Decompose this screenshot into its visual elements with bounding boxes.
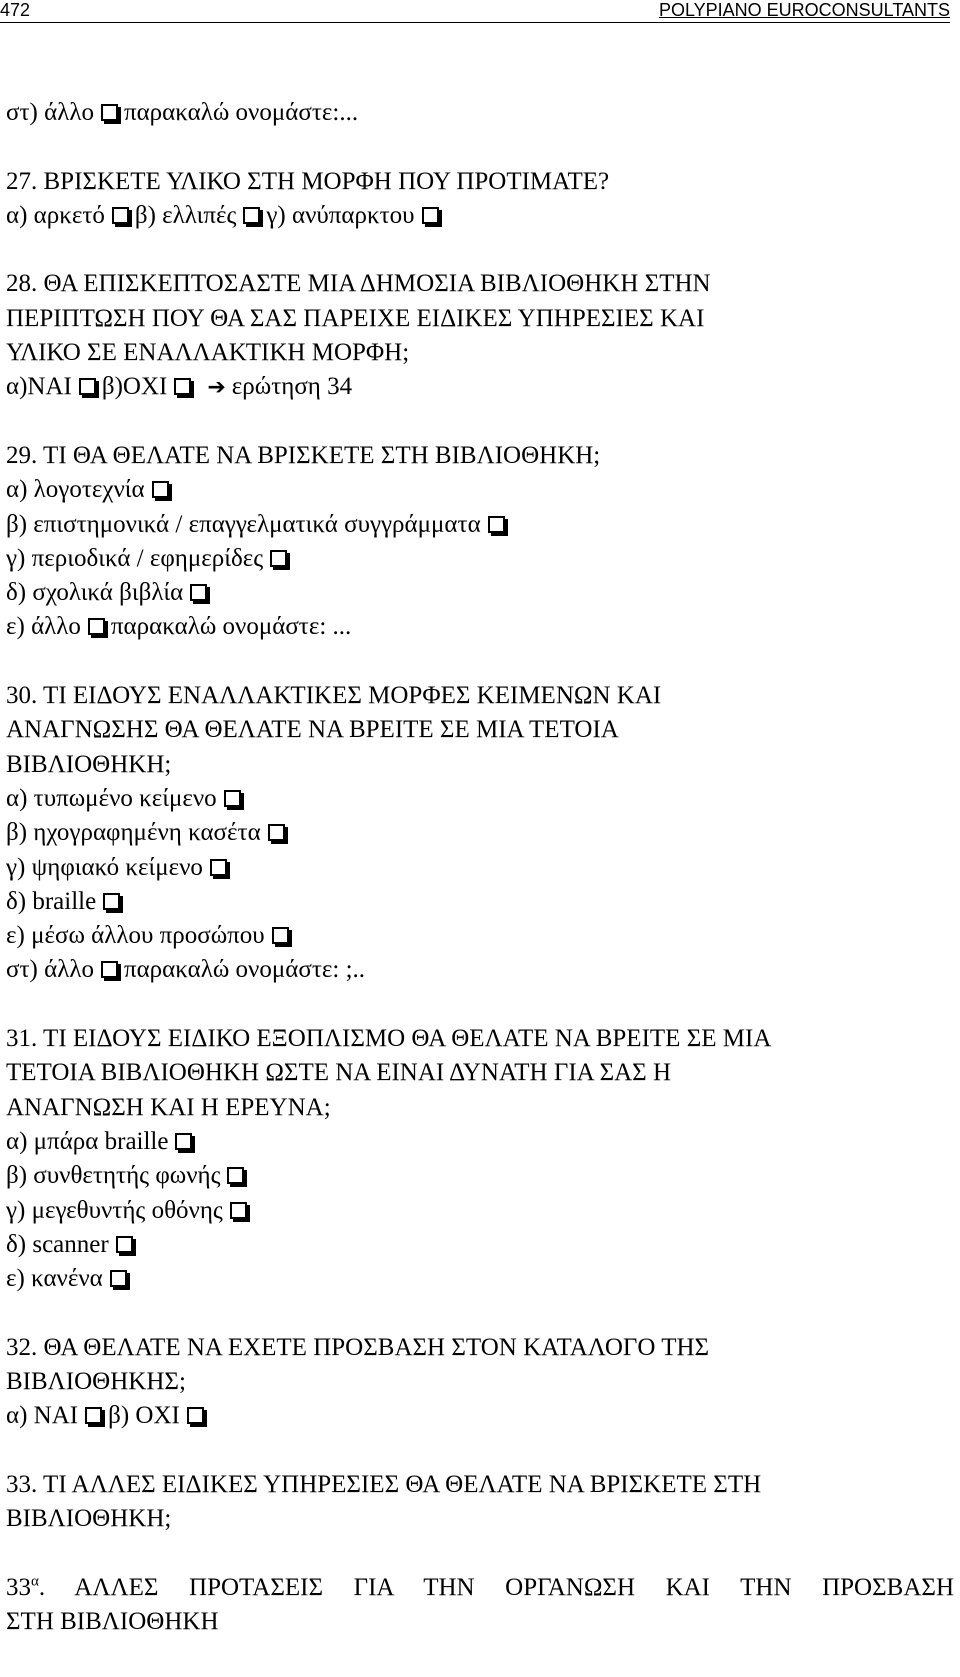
arrow-right-icon: ➔ <box>207 375 226 401</box>
q31-option <box>6 1262 954 1296</box>
q28-options <box>6 370 954 404</box>
q31-option-label: ε) κανένα <box>6 1265 103 1293</box>
checkbox-icon[interactable] <box>224 790 241 807</box>
q30-option <box>6 782 954 816</box>
q30-option <box>6 885 954 919</box>
page-number: 472 <box>0 0 31 20</box>
checkbox-icon[interactable] <box>230 1202 247 1219</box>
checkbox-icon[interactable] <box>88 618 105 635</box>
checkbox-icon[interactable] <box>227 1167 244 1184</box>
q32-question-line: ΒΙΒΛΙΟΘΗΚΗΣ; <box>6 1367 186 1395</box>
q28-question-line: ΠΕΡΙΠΤΩΣΗ ΠΟΥ ΘΑ ΣΑΣ ΠΑΡΕΙΧΕ ΕΙΔΙΚΕΣ ΥΠΗΡΕΣΙΕΣ ΚΑΙ <box>6 304 705 332</box>
q30-option-label: β) ηχογραφημένη κασέτα <box>6 819 261 847</box>
q31-option <box>6 1228 954 1262</box>
q32-options <box>6 1399 954 1433</box>
q29-option-label: γ) περιοδικά / εφημερίδες <box>6 544 264 572</box>
q26-other-option <box>6 96 954 130</box>
q28-skip-target: ερώτηση 34 <box>231 373 353 401</box>
q32-option-yes: α) ΝΑΙ <box>6 1402 79 1430</box>
q33a-number: 33 <box>6 1573 31 1601</box>
q33a-superscript: α <box>31 1573 39 1590</box>
checkbox-icon[interactable] <box>112 207 129 224</box>
q31-option-label: β) συνθετητής φωνής <box>6 1162 221 1190</box>
checkbox-icon[interactable] <box>190 584 207 601</box>
checkbox-icon[interactable] <box>422 207 439 224</box>
q27-option-c: γ) ανύπαρκτου <box>266 201 415 229</box>
q33a-question-line: ΣΤΗ ΒΙΒΛΙΟΘΗΚΗ <box>6 1608 219 1636</box>
q30-option <box>6 816 954 850</box>
q30-question-line: ΒΙΒΛΙΟΘΗΚΗ; <box>6 750 172 778</box>
checkbox-icon[interactable] <box>116 1236 133 1253</box>
checkbox-icon[interactable] <box>101 961 118 978</box>
q31-option-label: γ) μεγεθυντής οθόνης <box>6 1196 223 1224</box>
q28-question-line: ΥΛΙΚΟ ΣΕ ΕΝΑΛΛΑΚΤΙΚΗ ΜΟΡΦΗ; <box>6 339 410 367</box>
q28-option-no: β)ΟΧΙ <box>101 373 168 401</box>
q30-other-prefix: στ) άλλο <box>6 956 94 984</box>
q29-option <box>6 542 954 576</box>
q30-option-label: α) τυπωμένο κείμενο <box>6 784 217 812</box>
q29-other-prefix: ε) άλλο <box>6 613 81 641</box>
q29-other-suffix: παρακαλώ ονομάστε: ... <box>110 613 352 641</box>
checkbox-icon[interactable] <box>79 378 96 395</box>
q30-option-label: γ) ψηφιακό κείμενο <box>6 853 203 881</box>
checkbox-icon[interactable] <box>110 1270 127 1287</box>
q30-option <box>6 851 954 885</box>
checkbox-icon[interactable] <box>174 378 191 395</box>
q31-question-line: ΑΝΑΓΝΩΣΗ ΚΑΙ Η ΕΡΕΥΝΑ; <box>6 1093 331 1121</box>
checkbox-icon[interactable] <box>85 1407 102 1424</box>
q28-question-line: 28. ΘΑ ΕΠΙΣΚΕΠΤΟΣΑΣΤΕ ΜΙΑ ΔΗΜΟΣΙΑ ΒΙΒΛΙΟΘΗΚΗ ΣΤΗΝ <box>6 270 711 298</box>
q32-option-no: β) ΟΧΙ <box>108 1402 180 1430</box>
company-name: POLYPIANO EUROCONSULTANTS <box>658 0 950 20</box>
q26-other-suffix: παρακαλώ ονομάστε:... <box>123 99 359 126</box>
checkbox-icon[interactable] <box>268 824 285 841</box>
q31-option-label: α) μπάρα braille <box>6 1127 169 1155</box>
checkbox-icon[interactable] <box>101 104 118 121</box>
q29-option-label: δ) σχολικά βιβλία <box>6 579 184 607</box>
q31-option <box>6 1159 954 1193</box>
q30-option <box>6 919 954 953</box>
q29-option <box>6 508 954 542</box>
q33a-text: . ΑΛΛΕΣ ΠΡΟΤΑΣΕΙΣ ΓΙΑ ΤΗΝ ΟΡΓΑΝΩΣΗ ΚΑΙ ΤΗΝ ΠΡΟΣΒΑΣΗ <box>38 1573 954 1601</box>
q30-question-line: 30. ΤΙ ΕΙΔΟΥΣ ΕΝΑΛΛΑΚΤΙΚΕΣ ΜΟΡΦΕΣ ΚΕΙΜΕΝΩΝ ΚΑΙ <box>6 682 662 710</box>
q30-option-label: δ) braille <box>6 887 97 915</box>
q29-question: 29. ΤΙ ΘΑ ΘΕΛΑΤΕ ΝΑ ΒΡΙΣΚΕΤΕ ΣΤΗ ΒΙΒΛΙΟΘΗΚΗ; <box>6 441 601 469</box>
checkbox-icon[interactable] <box>187 1407 204 1424</box>
q31-option <box>6 1125 954 1159</box>
checkbox-icon[interactable] <box>152 481 169 498</box>
q29-other-option <box>6 610 954 644</box>
q28-option-yes: α)ΝΑΙ <box>6 373 72 401</box>
q33-question-line: ΒΙΒΛΙΟΘΗΚΗ; <box>6 1505 172 1533</box>
q30-question-line: ΑΝΑΓΝΩΣΗΣ ΘΑ ΘΕΛΑΤΕ ΝΑ ΒΡΕΙΤΕ ΣΕ ΜΙΑ ΤΕΤΟΙΑ <box>6 716 619 744</box>
checkbox-icon[interactable] <box>488 516 505 533</box>
page-header <box>0 0 950 23</box>
checkbox-icon[interactable] <box>272 927 289 944</box>
q26-other-prefix: στ) άλλο <box>6 99 94 126</box>
checkbox-icon[interactable] <box>243 207 260 224</box>
q27-options <box>6 199 954 233</box>
q31-question-line: 31. ΤΙ ΕΙΔΟΥΣ ΕΙΔΙΚΟ ΕΞΟΠΛΙΣΜΟ ΘΑ ΘΕΛΑΤΕ ΝΑ ΒΡΕΙΤΕ ΣΕ ΜΙΑ <box>6 1025 772 1053</box>
q29-option-label: β) επιστημονικά / επαγγελματικά συγγράμματα <box>6 510 481 538</box>
q29-option <box>6 473 954 507</box>
checkbox-icon[interactable] <box>103 893 120 910</box>
q29-option <box>6 576 954 610</box>
q32-question-line: 32. ΘΑ ΘΕΛΑΤΕ ΝΑ ΕΧΕΤΕ ΠΡΟΣΒΑΣΗ ΣΤΟΝ ΚΑΤΑΛΟΓΟ ΤΗΣ <box>6 1333 710 1361</box>
q31-option-label: δ) scanner <box>6 1230 109 1258</box>
q30-option-label: ε) μέσω άλλου προσώπου <box>6 922 265 950</box>
checkbox-icon[interactable] <box>210 859 227 876</box>
q29-option-label: α) λογοτεχνία <box>6 476 145 504</box>
q30-other-suffix: παρακαλώ ονομάστε: ;.. <box>123 956 366 984</box>
q31-option <box>6 1194 954 1228</box>
q31-question-line: ΤΕΤΟΙΑ ΒΙΒΛΙΟΘΗΚΗ ΩΣΤΕ ΝΑ ΕΙΝΑΙ ΔΥΝΑΤΗ ΓΙΑ ΣΑΣ Η <box>6 1059 672 1087</box>
q33-question-line: 33. ΤΙ ΑΛΛΕΣ ΕΙΔΙΚΕΣ ΥΠΗΡΕΣΙΕΣ ΘΑ ΘΕΛΑΤΕ ΝΑ ΒΡΙΣΚΕΤΕ ΣΤΗ <box>6 1470 762 1498</box>
q33a-question-line <box>6 1571 954 1605</box>
questionnaire <box>6 96 954 1639</box>
checkbox-icon[interactable] <box>270 550 287 567</box>
checkbox-icon[interactable] <box>175 1133 192 1150</box>
q30-other-option <box>6 953 954 987</box>
q27-option-a: α) αρκετό <box>6 201 105 229</box>
q27-question: 27. ΒΡΙΣΚΕΤΕ ΥΛΙΚΟ ΣΤΗ ΜΟΡΦΗ ΠΟΥ ΠΡΟΤΙΜΑΤΕ? <box>6 167 610 195</box>
q27-option-b: β) ελλιπές <box>134 201 237 229</box>
